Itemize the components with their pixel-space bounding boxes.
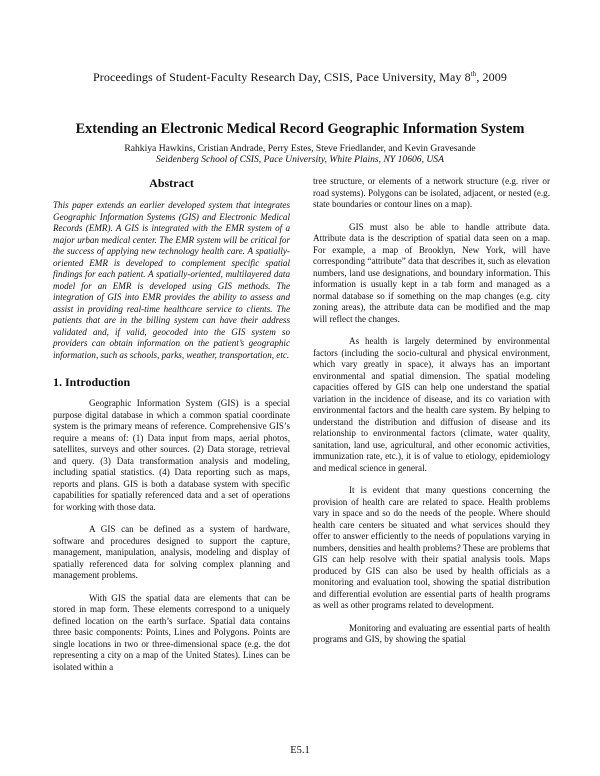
- right-paragraph-attribute-data: GIS must also be able to handle attribute data. Attribute data is the description of spatial data seen on a map. For example, a map of Brooklyn, New York, will have corresponding “attribute” data that describes it, such as elevation numbers, land use designations, and boundary information. This information is usually kept in a tab form and managed as a normal database so if something on the map changes (e.g. city zoning areas), the attribute data can be modified and the map will reflect the changes.: [313, 221, 550, 324]
- header-text: Proceedings of Student-Faculty Research Day, CSIS, Pace University, May 8: [93, 70, 471, 84]
- right-paragraph-health-environment: As health is largely determined by environmental factors (including the socio-cultural and physical environment, which vary greatly in space), it always has an important environmental and spatial dimension. The spatial modeling capacities offered by GIS can help one understand the spatial variation in the incidence of disease, and its co variation with environmental factors and the health care system. By helping to understand the distribution and diffusion of disease and its relationship to environmental factors (climate, water quality, sanitation, land use, agricultural, and other economic activities, immunization rate, etc.), it is of value to etiology, epidemiology and medical science in general.: [313, 336, 550, 473]
- header-year: , 2009: [476, 70, 507, 84]
- left-column: [53, 176, 290, 673]
- author-block: [0, 143, 600, 165]
- proceedings-header: [0, 70, 600, 85]
- abstract-heading: Abstract: [149, 176, 194, 190]
- author-list: Rahkiya Hawkins, Cristian Andrade, Perry Estes, Steve Friedlander, and Kevin Gravesande: [124, 143, 476, 154]
- intro-paragraph-1: Geographic Information System (GIS) is a special purpose digital database in which a common spatial coordinate system is the primary means of reference. Comprehensive GIS’s require a means of: (1) Data input from maps, aerial photos, satellites, surveys and other sources. (2) Data storage, retrieval and query. (3) Data transformation analysis and modeling, including spatial statistics. (4) Data reporting such as maps, reports and plans. GIS is both a database system with specific capabilities for spatially referenced data and a set of operations for working with those data.: [53, 398, 290, 512]
- affiliation: Seidenberg School of CSIS, Pace University, White Plains, NY 10606, USA: [156, 154, 444, 165]
- right-paragraph-health-care-space: It is evident that many questions concerning the provision of health care are related to space. Health problems vary in space and so do the needs of the people. Where should health care centers be situated and what services should they offer to answer efficiently to the needs of populations varying in numbers, densities and health problems? These are problems that GIS can help resolve with their spatial analysis tools. Maps produced by GIS can also be used by health officials as a monitoring and evaluation tool, showing the spatial distribution and differential evolution are essential parts of health programs as well as other programs related to development.: [313, 485, 550, 610]
- abstract-text: This paper extends an earlier developed system that integrates Geographic Information Systems (GIS) and Electronic Medical Records (EMR). A GIS is integrated with the EMR system of a major urban medical center. The EMR system will be critical for the success of applying new technology health care. A spatially-oriented EMR is developed to complement specific spatial findings for each patient. A spatially-oriented, multilayered data model for an EMR is developed using GIS methods. The integration of GIS into EMR provides the ability to assess and assist in providing real-time healthcare service to clients. The patients that are in the billing system can have their address validated and, if valid, geocoded into the GIS system so providers can obtain information on the patient’s geographic information, such as schools, parks, weather, transportation, etc.: [53, 200, 290, 360]
- header-superscript: th: [470, 70, 477, 78]
- intro-paragraph-2: A GIS can be defined as a system of hardware, software and procedures designed to support the capture, management, manipulation, analysis, modeling and display of spatially referenced data for solving complex planning and management problems.: [53, 524, 290, 580]
- page-number: E5.1: [290, 745, 310, 756]
- right-column: [313, 176, 550, 646]
- right-paragraph-continued: tree structure, or elements of a network structure (e.g. river or road systems). Polygons can be isolated, adjacent, or nested (e.g. state boundaries or contour lines on a map).: [313, 176, 550, 209]
- introduction-heading: 1. Introduction: [53, 375, 131, 389]
- right-paragraph-monitoring: Monitoring and evaluating are essential parts of health programs and GIS, by showing the spatial: [313, 622, 550, 644]
- paper-title: Extending an Electronic Medical Record Geographic Information System: [75, 121, 525, 137]
- intro-paragraph-3: With GIS the spatial data are elements that can be stored in map form. These elements correspond to a uniquely defined location on the earth’s surface. Spatial data contains three basic components: Points, Lines and Polygons. Points are single locations in two or three-dimensional space (e.g. the dot representing a city on a map of the United States). Lines can be isolated within a: [53, 592, 290, 672]
